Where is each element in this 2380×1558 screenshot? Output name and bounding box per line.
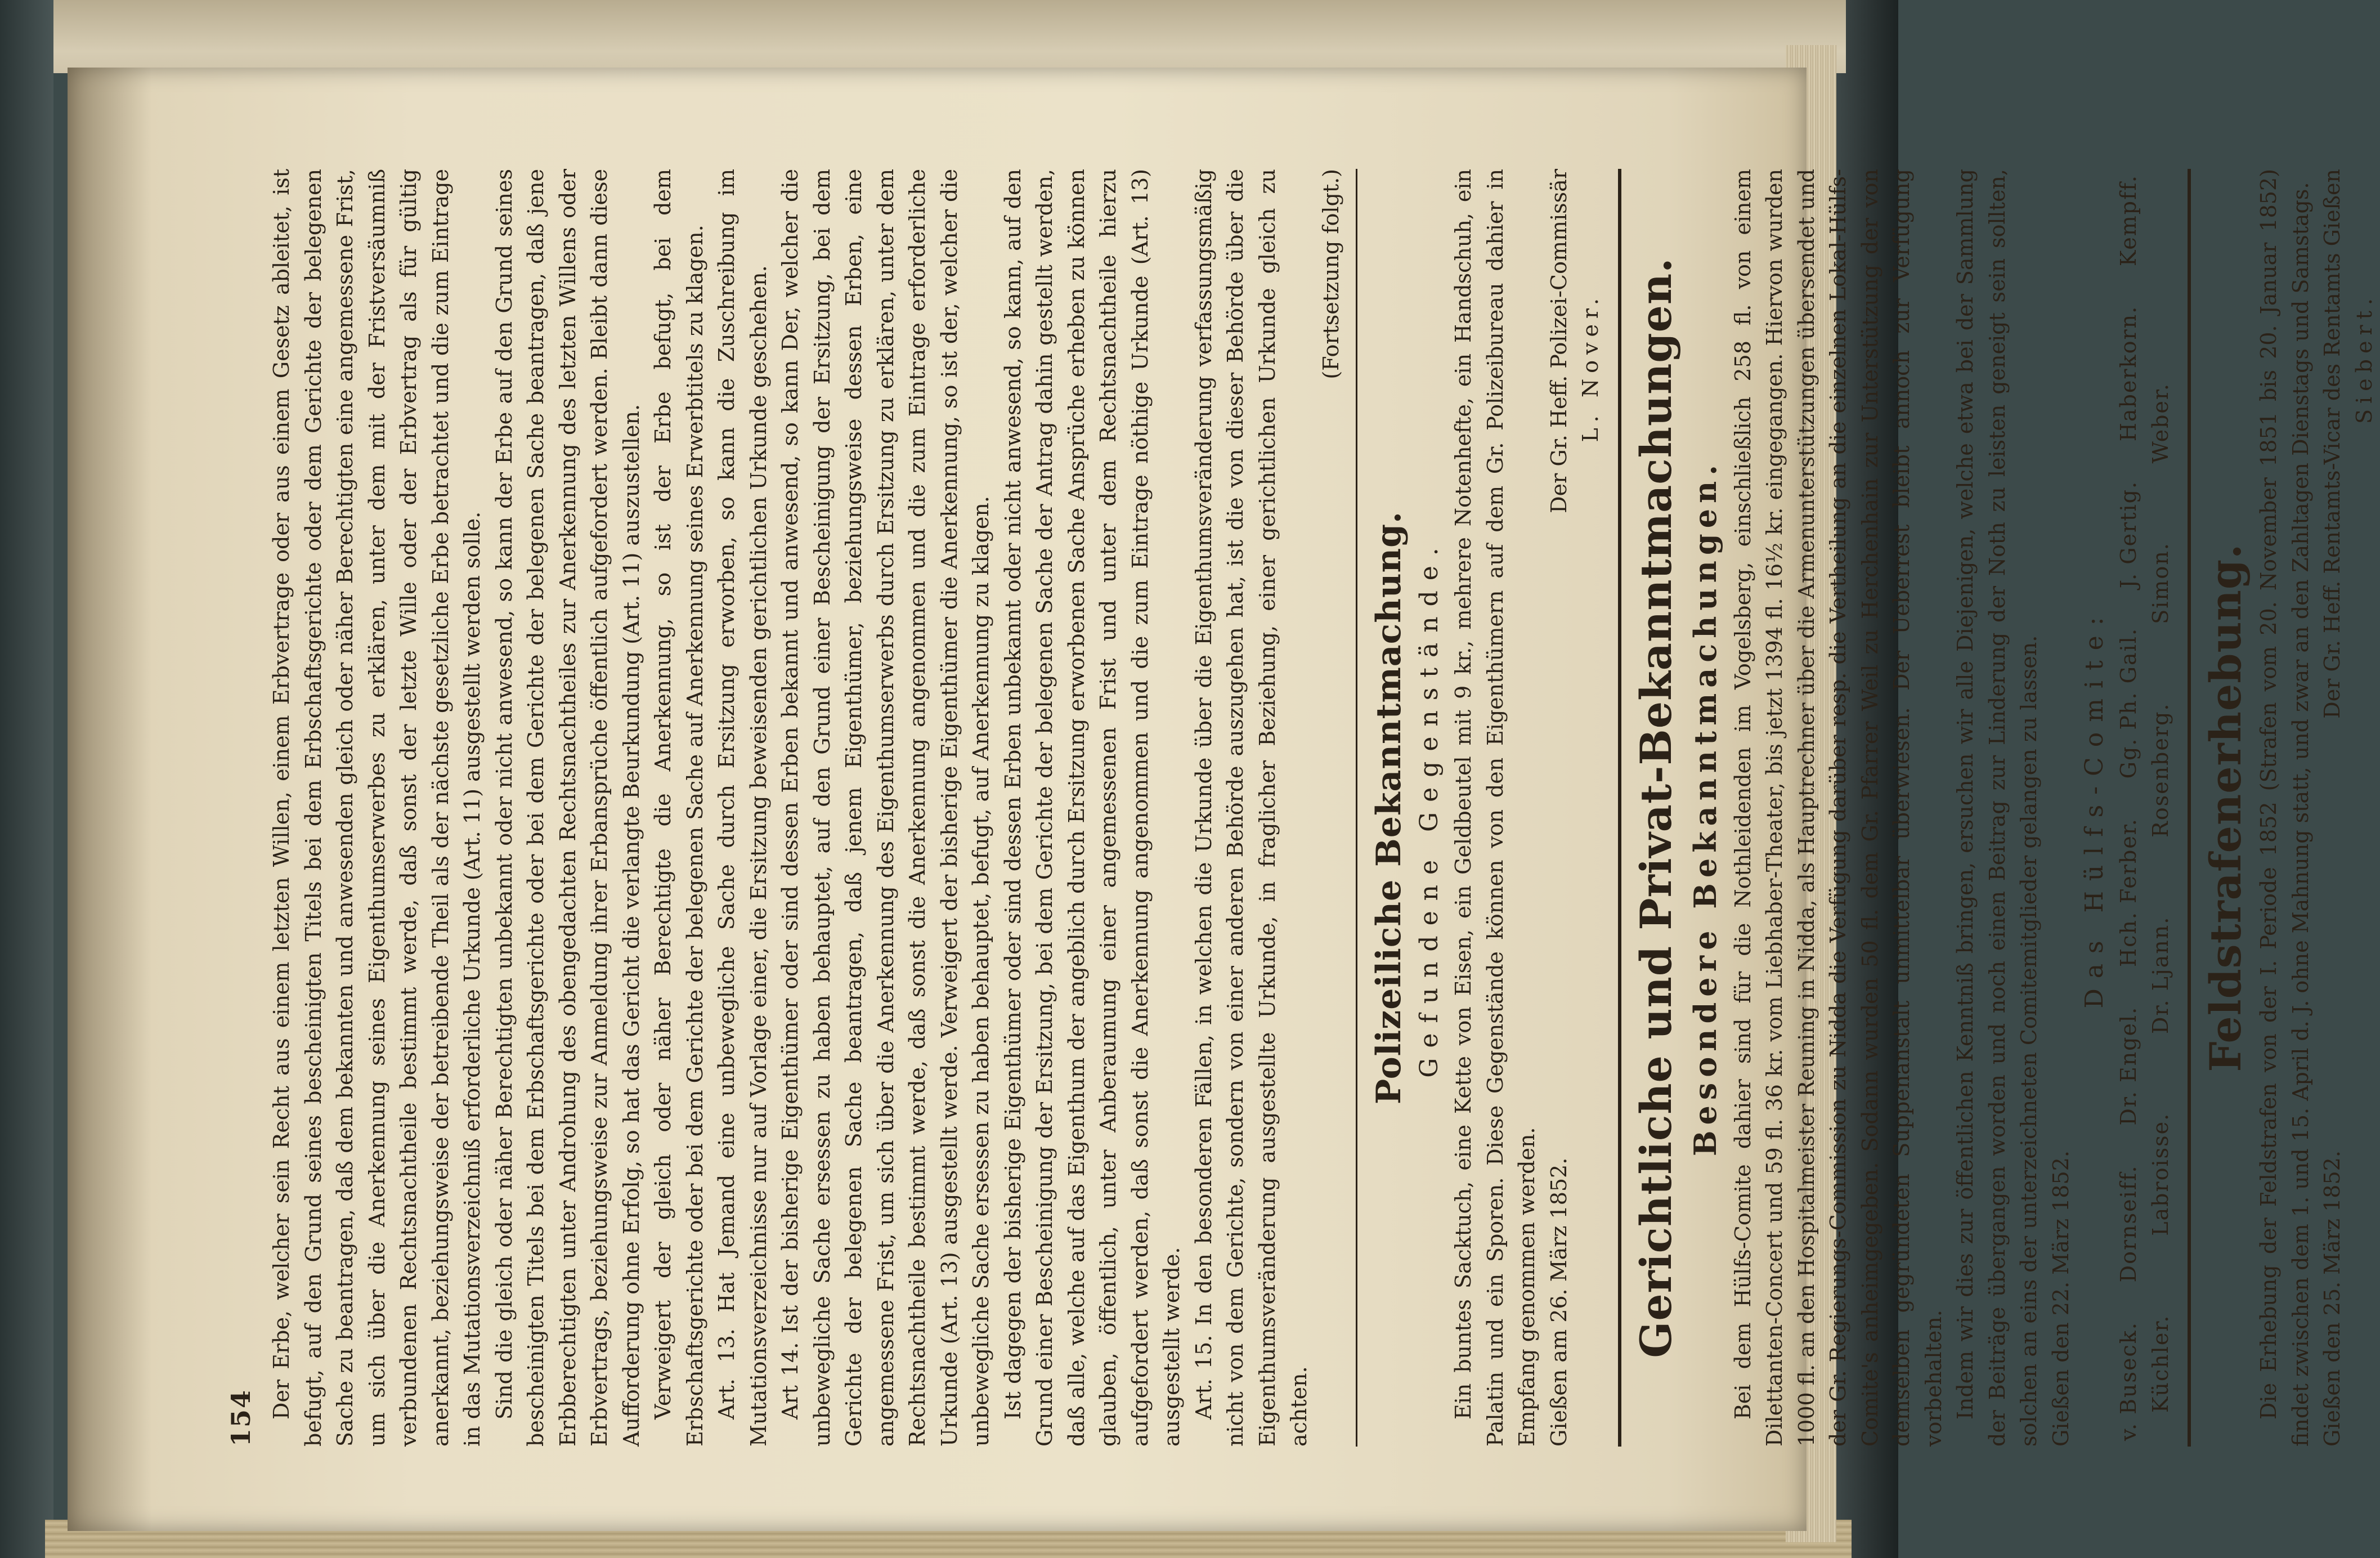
committee-member: Dr. Engel. xyxy=(2116,1006,2141,1126)
continuation-section xyxy=(225,169,1347,1447)
found-items-text: Ein buntes Sacktuch, eine Kette von Eisen, ein Geldbeutel mit 9 kr., mehrere Notenhefte, ein Handschuh, ein Palatin und ein Sporen. Diese Gegenstände können von den Eigenthümern auf dem Gr. Polizeibureau dahier in Empfang genommen werden. xyxy=(1451,169,1539,1447)
continuation-paragraph-3: Verweigert der gleich oder näher Berechtigte die Anerkennung, so ist der Erbe befugt, bei dem Erbschaftsgerichte oder bei dem Gerichte der belegenen Sache auf Anerkennung seines Erwerbtitels zu klagen. xyxy=(651,169,707,1447)
committee-names-row-1 xyxy=(2113,169,2145,1447)
committee-member: v. Buseck. xyxy=(2116,1322,2141,1441)
book-top-edge xyxy=(53,0,1846,73)
court-notices-heading: Gerichtliche und Privat-Bekanntmachungen. xyxy=(1630,257,1681,1358)
committee-member: J. Gertig. xyxy=(2116,480,2141,589)
committee-member: Dornseiff. xyxy=(2116,1165,2141,1283)
police-notice-heading: Polizeiliche Bekanntmachung. xyxy=(1369,511,1409,1104)
committee-heading: Das Hülfs-Comite: xyxy=(2080,607,2109,1009)
continuation-paragraph-2: Sind die gleich oder näher Berechtigten unbekannt oder nicht anwesend, so kann der Erbe auf den Grund seines bescheinigten Titels bei dem Erbschaftsgerichte oder bei dem Gerichte der belegenen Sache beantragen, daß jene Erbberechtigten unter Androhung des obengedachten Rechtsnachtheiles zur Anerkennung des letzten Willens oder Erbvertrags, beziehungsweise zur Anmeldung ihrer Erbansprüche öffentlich aufgefordert werden. Bleibt dann diese Aufforderung ohne Erfolg, so hat das Gericht die verlangte Beurkundung (Art. 11) auszustellen. xyxy=(491,169,644,1447)
continuation-paragraph-1: Der Erbe, welcher sein Recht aus einem letzten Willen, einem Erbvertrage oder aus einem Gesetz ableitet, ist befugt, auf den Grund seines bescheinigten Titels bei dem Erbschaftsgerichte oder dem Gerichte der belegenen Sache zu beantragen, daß dem bekannten und anwesenden gleich oder näher Berechtigten eine angemessene Frist, um sich über die Anerkennung seines Eigenthumserwerbes zu erklären, unter dem mit der Fristversäumniß verbundenen Rechtsnachtheile bestimmt werde, daß sonst der letzte Wille oder der Erbvertrag als für gültig anerkannt, beziehungsweise der betreibende Theil als der nächste gesetzliche Erbe betrachtet und die zum Eintrage in das Mutationsverzeichniß erforderliche Urkunde (Art. 11) ausgestellt werden solle. xyxy=(269,169,485,1447)
police-signatory-title: Der Gr. Heff. Polizei-Commissär xyxy=(1546,169,1571,513)
committee-member: Dr. Ljann. xyxy=(2148,916,2173,1034)
article-13-paragraph: Art. 13. Hat Jemand eine unbewegliche Sache durch Ersitzung erworben, so kann die Zuschreibung im Mutationsverzeichnisse nur auf Vorlage einer, die Ersitzung beweisenden gerichtlichen Urkunde geschehen. xyxy=(714,169,771,1447)
committee-member: Kempff. xyxy=(2116,174,2141,267)
committee-member: Gg. Ph. Gail. xyxy=(2116,627,2141,779)
book-page xyxy=(68,68,2377,1531)
committee-member: Rosenberg. xyxy=(2148,702,2173,838)
committee-member: Simon. xyxy=(2148,542,2173,624)
section-divider-1 xyxy=(1356,169,1357,1447)
committee-member: Haberkorn. xyxy=(2116,305,2141,442)
binding-shadow xyxy=(68,68,152,1531)
page-number: 154 xyxy=(226,1389,256,1447)
article-14-paragraph: Art 14. Ist der bisherige Eigenthümer oder sind dessen Erben bekannt und anwesend, so kann Der, welcher die unbewegliche Sache ersessen zu haben behauptet, auf den Grund einer Bescheinigung der Ersitzung, bei dem Gerichte der belegenen Sache beantragen, daß jenem Eigenthümer, beziehungsweise dessen Erben, eine angemessene Frist, um sich über die Anerkennung des Eigenthumserwerbs durch Ersitzung zu erklären, unter dem Rechtsnachtheile bestimmt werde, daß sonst die Anerkennung angenommen und die zum Eintrage erforderliche Urkunde (Art. 13) ausgestellt werde. Verweigert der bisherige Eigenthümer die Anerkennung, so ist der, welcher die unbewegliche Sache ersessen zu haben behauptet, befugt, auf Anerkennung zu klagen. xyxy=(778,169,993,1447)
special-notices-heading: Besondere Bekanntmachungen. xyxy=(1687,459,1723,1157)
field-penalties-date: Gießen den 25. März 1852. xyxy=(2320,1150,2345,1447)
rotated-content-area xyxy=(225,169,2377,1447)
committee-names-row-2 xyxy=(2145,169,2177,1447)
police-signatory-name: L. Nover. xyxy=(1578,293,1603,442)
background-left xyxy=(0,0,53,1558)
article-15-paragraph: Art. 15. In den besonderen Fällen, in welchen die Urkunde über die Eigenthumsveränderung verfassungsmäßig nicht von dem Gerichte, sondern von einer anderen Behörde auszugehen hat, ist die von dieser Behörde über die Eigenthumsveränderung ausgestellte Urkunde, in fraglicher Beziehung, einer gerichtlichen Urkunde gleich zu achten. xyxy=(1191,169,1311,1447)
relief-committee-date: Gießen den 22. März 1852. xyxy=(2048,1150,2073,1447)
continued-note: (Fortsetzung folgt.) xyxy=(1318,169,1343,379)
court-notices-section xyxy=(1629,169,2177,1447)
relief-committee-paragraph-1: Bei dem Hülfs-Comite dahier sind für die Nothleidenden im Vogelsberg, einschließlich 258 fl. von einem Dilettanten-Concert und 59 fl. 36 kr. vom Liebhaber-Theater, bis jetzt 1394 fl. 16½ kr. eingegangen. Hiervon wurden 1000 fl. an den Hospitalmeister Reuning in Nidda, als Hauptrechner über die Armenunterstützungen übersendet und der Gr. Regierungs-Commission zu Nidda die Verfügung darüber resp. die Vertheilung an die einzelnen Lokal-Hülfs-Comite's anheimgegeben. Sodann wurden 50 fl. dem Gr. Pfarrer Weil zu Herchenhain zur Unterstützung der von demselben gegründeten Suppenanstalt unmittelbar überwiesen. Der Ueberrest bleibt annoch zur Verfügung vorbehalten. xyxy=(1730,169,1946,1447)
committee-member: Labroisse. xyxy=(2148,1112,2173,1236)
committee-member: Hch. Ferber. xyxy=(2116,818,2141,968)
field-penalties-signatory-title: Der Gr. Heff. Rentamts-Vicar des Rentamts Gießen xyxy=(2320,169,2345,719)
police-signature-row xyxy=(1543,169,1575,1447)
police-notice-section xyxy=(1366,169,1607,1447)
relief-committee-paragraph-2: Indem wir dies zur öffentlichen Kenntniß bringen, ersuchen wir alle Diejenigen, welche etwa bei der Sammlung der Beiträge übergangen worden und noch einen Beitrag zur Linderung der Noth zu leisten geneigt sein sollten, solchen an eins der unterzeichneten Comitemitglieder gelangen zu lassen. xyxy=(1953,169,2041,1447)
section-divider-3 xyxy=(2188,169,2191,1447)
field-penalties-text: Die Erhebung der Feldstrafen von der I. Periode 1852 (Strafen vom 20. November 1851 bis 20. Januar 1852) findet zwischen dem 1. und 15. April d. J. ohne Mahnung statt, und zwar an den Zahltagen Dienstags und Samstags. xyxy=(2256,169,2313,1447)
police-notice-date: Gießen am 26. März 1852. xyxy=(1546,1157,1571,1447)
committee-member: Küchler. xyxy=(2148,1314,2173,1413)
article-14-second-paragraph: Ist dagegen der bisherige Eigenthümer oder sind dessen Erben unbekannt oder nicht anwesend, so kann, auf den Grund einer Bescheinigung der Ersitzung, bei dem Gerichte der belegenen Sache der Antrag dahin gestellt werden, daß alle, welche auf das Eigenthum der angeblich durch Ersitzung erworbenen Sache Ansprüche erheben zu können glauben, öffentlich, unter Anberaumung einer angemessenen Frist und unter dem Rechtsnachtheile hierzu aufgefordert werden, daß sonst die Anerkennung angenommen und die zum Eintrage nöthige Urkunde (Art. 13) ausgestellt werde. xyxy=(1000,169,1184,1447)
field-penalties-signature-row xyxy=(2316,169,2348,1447)
field-penalties-signatory-name: Siebert. xyxy=(2351,293,2377,424)
field-penalties-heading: Feldstrafenerhebung. xyxy=(2200,543,2251,1072)
committee-member: Weber. xyxy=(2148,383,2173,464)
field-penalties-section xyxy=(2199,169,2380,1447)
found-items-heading: Gefundene Gegenstände. xyxy=(1415,538,1444,1078)
page-text-rotated xyxy=(225,169,2377,1447)
section-divider-2 xyxy=(1618,169,1621,1447)
